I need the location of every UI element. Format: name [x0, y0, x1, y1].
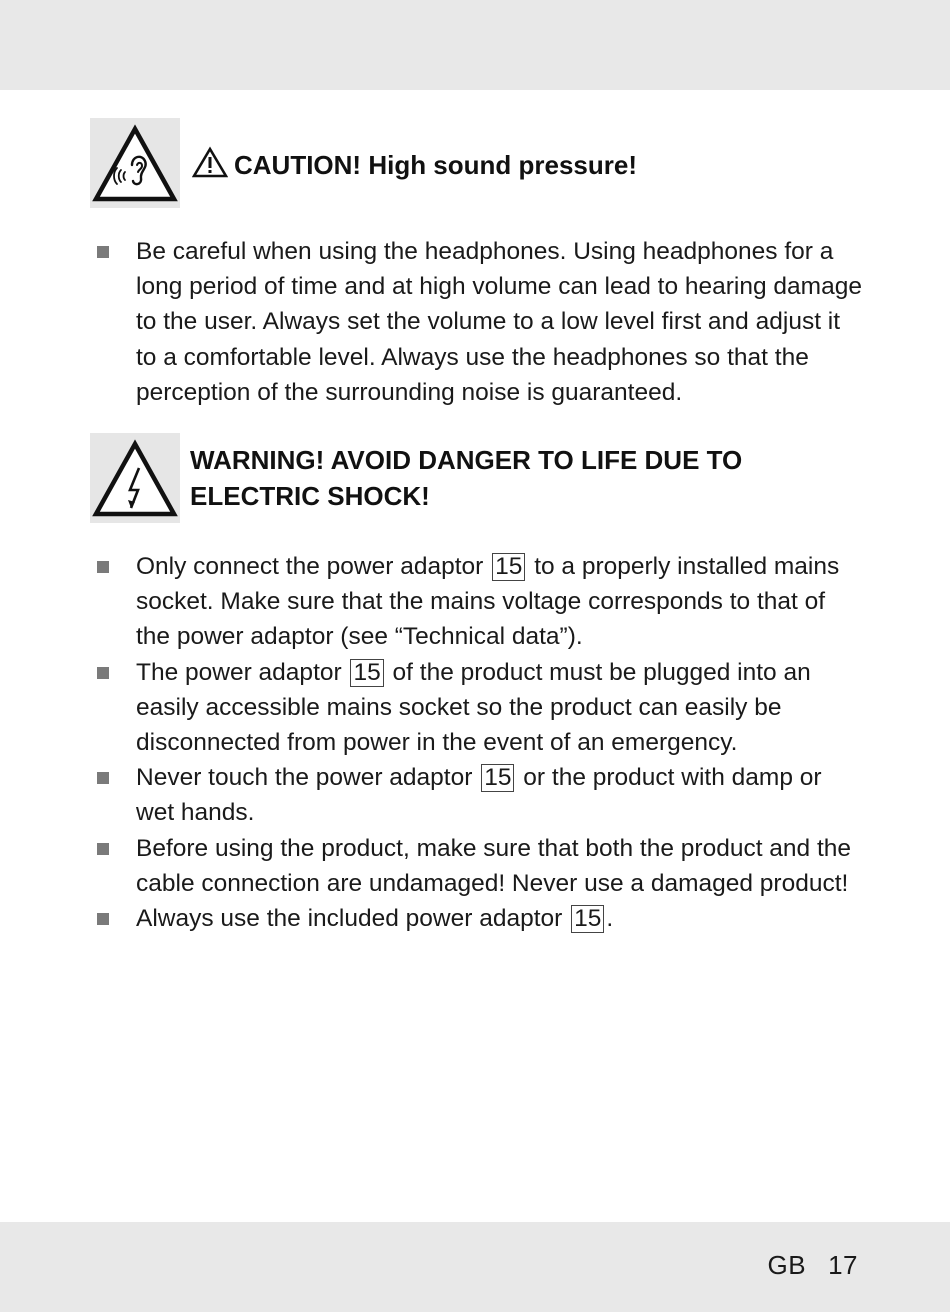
caution-heading-text: CAUTION! High sound pressure! — [234, 150, 638, 180]
list-item: Only connect the power adaptor 15 to a properly installed mains socket. Make sure that the mains voltage corresponds to that of the power adaptor (see “Technical data”). — [94, 549, 864, 655]
caution-list — [94, 234, 864, 410]
warning-triangle-icon — [192, 146, 228, 187]
component-reference-number: 15 — [492, 553, 525, 581]
caution-heading — [192, 146, 637, 187]
bullet-square-icon — [97, 561, 109, 573]
list-item: Before using the product, make sure that both the product and the cable connection are undamaged! Never use a damaged product! — [94, 831, 864, 901]
list-item: Always use the included power adaptor 15 . — [94, 901, 864, 936]
warning-heading-line2: ELECTRIC SHOCK! — [190, 481, 430, 511]
warning-heading-line1: WARNING! AVOID DANGER TO LIFE DUE TO — [190, 445, 743, 475]
warning-list — [94, 549, 864, 936]
bullet-square-icon — [97, 246, 109, 258]
bullet-square-icon — [97, 667, 109, 679]
page-footer — [768, 1250, 859, 1281]
component-reference-number: 15 — [571, 905, 604, 933]
top-margin-band — [0, 0, 950, 90]
bullet-square-icon — [97, 843, 109, 855]
ear-sound-warning-icon — [90, 118, 180, 208]
component-reference-number: 15 — [481, 764, 514, 792]
page-number: 17 — [828, 1250, 858, 1280]
list-item: Never touch the power adaptor 15 or the product with damp or wet hands. — [94, 760, 864, 830]
list-item: Be careful when using the headphones. Using headphones for a long period of time and at high volume can lead to hearing damage to the user. Always set the volume to a low level first and adjust it to a comfortable level. Always use the headphones so that the perception of the surrounding noise is guaranteed. — [94, 234, 864, 410]
language-code: GB — [767, 1250, 807, 1280]
warning-heading — [190, 442, 742, 514]
bullet-square-icon — [97, 772, 109, 784]
list-item: The power adaptor 15 of the product must be plugged into an easily accessible mains socket so the product can easily be disconnected from power in the event of an emergency. — [94, 655, 864, 761]
electric-shock-warning-icon — [90, 433, 180, 523]
bullet-square-icon — [97, 913, 109, 925]
component-reference-number: 15 — [350, 659, 383, 687]
